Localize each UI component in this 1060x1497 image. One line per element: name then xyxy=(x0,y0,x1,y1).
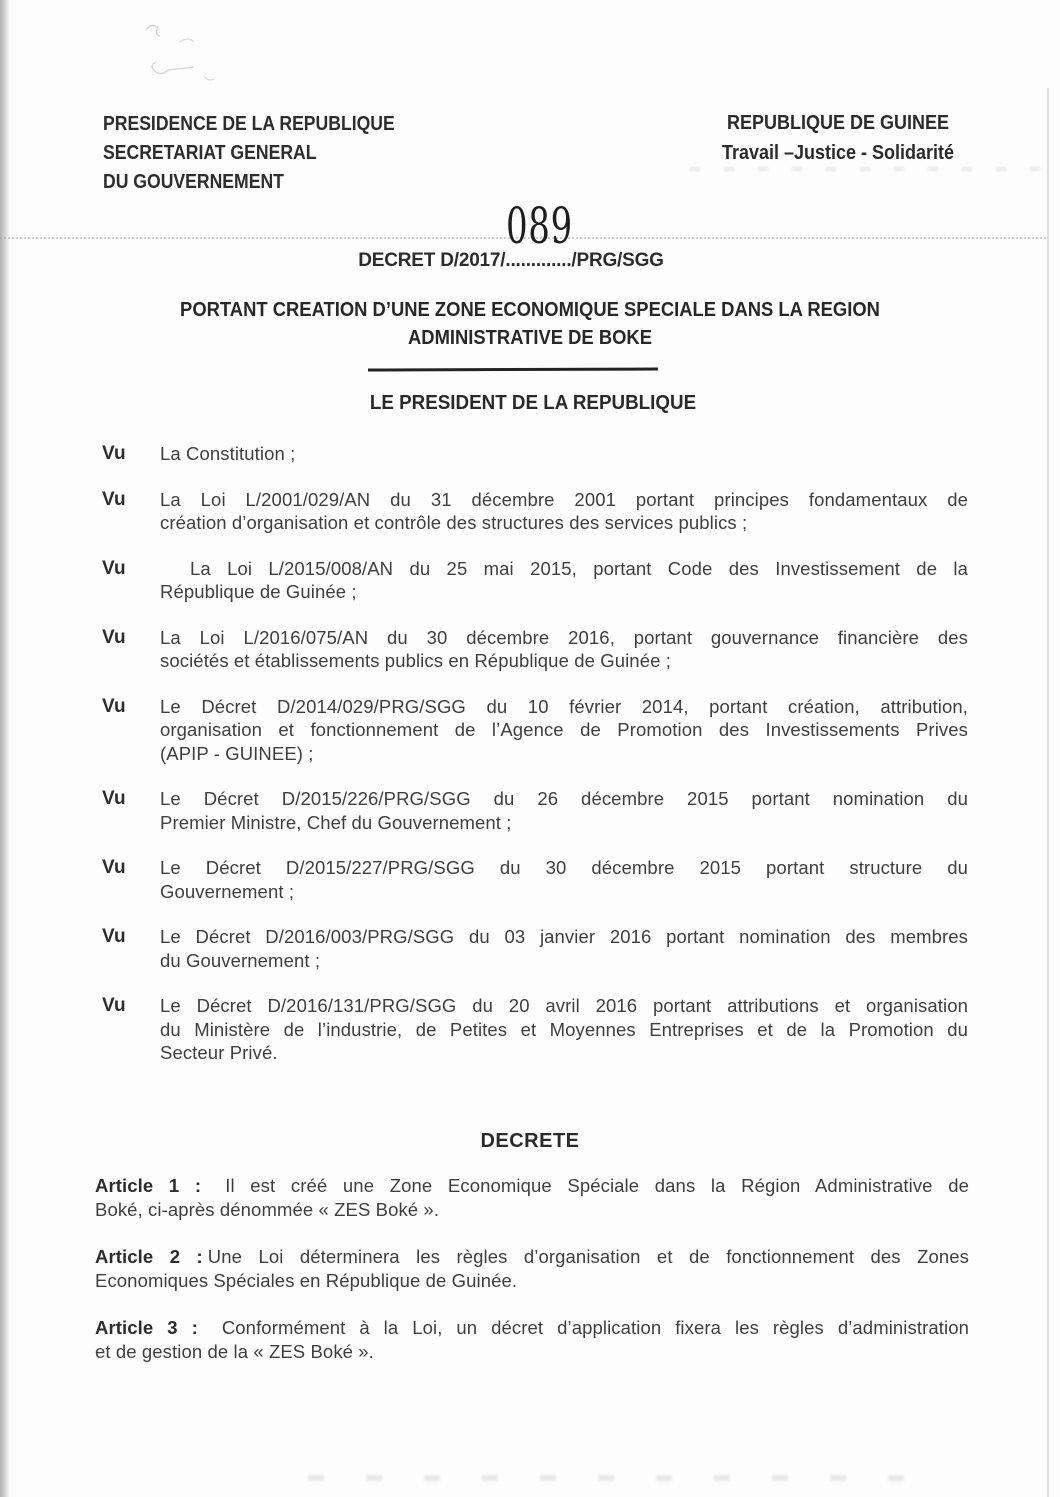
header-right-line: REPUBLIQUE DE GUINEE xyxy=(726,112,950,134)
vu-line: Le Décret D/2015/226/PRG/SGG du 26 décembre 2015 portant nomination du xyxy=(160,788,968,809)
header-left-line: SECRETARIAT GENERAL xyxy=(103,142,317,164)
header-right-line: Travail –Justice - Solidarité xyxy=(721,142,955,164)
pencil-marks xyxy=(128,18,268,88)
vu-text xyxy=(160,994,968,1065)
article-label: Article 3 : xyxy=(95,1317,198,1338)
vu-text xyxy=(160,787,968,834)
vu-line: organisation et fonctionnement de l’Agence de Promotion des Investissements Prives xyxy=(160,719,968,740)
vu-line: République de Guinée ; xyxy=(160,581,357,602)
vu-label: Vu xyxy=(102,443,126,464)
header-left-line: PRESIDENCE DE LA REPUBLIQUE xyxy=(103,113,395,135)
vu-label: Vu xyxy=(102,695,126,717)
vu-item xyxy=(102,925,968,972)
title-divider-rule xyxy=(368,367,658,371)
vu-text xyxy=(160,442,968,466)
articles xyxy=(95,1174,969,1387)
vu-line: Le Décret D/2015/227/PRG/SGG du 30 décembre 2015 portant structure du xyxy=(160,857,968,878)
vu-label: Vu xyxy=(102,995,126,1016)
vu-label: Vu xyxy=(102,926,126,947)
scan-left-shadow xyxy=(0,0,10,1497)
decree-number-line: DECRET D/2017/............./PRG/SGG xyxy=(358,250,664,271)
vu-line: sociétés et établissements publics en République de Guinée ; xyxy=(160,650,671,671)
vu-list xyxy=(102,442,968,1087)
article-line: Article 1 : Il est créé une Zone Economique Spéciale dans la Région Administrative de xyxy=(95,1175,969,1196)
header-left-block xyxy=(103,110,395,197)
article-line: Boké, ci-après dénommée « ZES Boké ». xyxy=(95,1199,440,1220)
vu-line: Gouvernement ; xyxy=(160,880,295,902)
article-line: Economiques Spéciales en République de Guinée. xyxy=(95,1270,518,1291)
bottom-scan-specks xyxy=(308,1475,933,1481)
decree-title-line: PORTANT CREATION D’UNE ZONE ECONOMIQUE SPECIALE DANS LA REGION xyxy=(180,299,880,321)
header-left-line: DU GOUVERNEMENT xyxy=(103,171,284,193)
vu-line: La Constitution ; xyxy=(160,443,296,464)
vu-text xyxy=(160,925,968,972)
vu-line: Secteur Privé. xyxy=(160,1042,278,1063)
article-item xyxy=(95,1174,969,1222)
article-item xyxy=(95,1316,969,1364)
vu-line: La Loi L/2015/008/AN du 25 mai 2015, portant Code des Investissement de la xyxy=(190,557,968,579)
article-item xyxy=(95,1245,969,1293)
vu-item xyxy=(102,488,968,535)
vu-text xyxy=(160,856,968,903)
article-line: Article 3 : Conformément à la Loi, un décret d’application fixera les règles d’administration xyxy=(95,1317,969,1338)
vu-line: Le Décret D/2016/131/PRG/SGG du 20 avril 2016 portant attributions et organisation xyxy=(160,995,968,1016)
vu-line: Le Décret D/2014/029/PRG/SGG du 10 février 2014, portant création, attribution, xyxy=(160,695,968,717)
vu-item xyxy=(102,856,968,903)
vu-line: La Loi L/2016/075/AN du 30 décembre 2016, portant gouvernance financière des xyxy=(160,626,968,648)
article-label: Article 2 : xyxy=(95,1246,203,1267)
vu-text xyxy=(160,557,968,604)
vu-label: Vu xyxy=(102,857,126,878)
president-heading: LE PRESIDENT DE LA REPUBLIQUE xyxy=(369,392,697,414)
article-line: Article 2 : Une Loi déterminera les règles d’organisation et de fonctionnement des Zones xyxy=(95,1246,969,1267)
vu-line: La Loi L/2001/029/AN du 31 décembre 2001 portant principes fondamentaux de xyxy=(160,488,968,510)
vu-line: du Ministère de l’industrie, de Petites et Moyennes Entreprises et de la Promotion du xyxy=(160,1018,968,1040)
vu-text xyxy=(160,626,968,673)
vu-item xyxy=(102,442,968,466)
article-line: et de gestion de la « ZES Boké ». xyxy=(95,1341,374,1362)
vu-label: Vu xyxy=(102,557,126,579)
decree-title-line: ADMINISTRATIVE DE BOKE xyxy=(407,327,652,349)
vu-label: Vu xyxy=(102,788,126,809)
vu-line: Le Décret D/2016/003/PRG/SGG du 03 janvier 2016 portant nomination des membres xyxy=(160,926,968,947)
decree-title xyxy=(42,296,1017,352)
vu-text xyxy=(160,695,968,766)
vu-line: création d’organisation et contrôle des structures des services publics ; xyxy=(160,512,748,533)
vu-item xyxy=(102,994,968,1065)
decree-number-stamp: 089 xyxy=(506,197,573,255)
decrete-heading: DECRETE xyxy=(480,1130,580,1152)
vu-item xyxy=(102,787,968,834)
article-label: Article 1 : xyxy=(95,1175,202,1196)
vu-item xyxy=(102,557,968,604)
vu-line: Premier Ministre, Chef du Gouvernement ; xyxy=(160,811,512,833)
vu-label: Vu xyxy=(102,488,126,510)
vu-line: (APIP - GUINEE) ; xyxy=(160,742,314,764)
vu-item xyxy=(102,626,968,673)
vu-label: Vu xyxy=(102,626,126,648)
vu-text xyxy=(160,488,968,535)
header-right-block xyxy=(714,108,962,168)
vu-line: du Gouvernement ; xyxy=(160,949,321,971)
scan-right-edge-line xyxy=(1047,88,1049,1497)
vu-item xyxy=(102,695,968,766)
